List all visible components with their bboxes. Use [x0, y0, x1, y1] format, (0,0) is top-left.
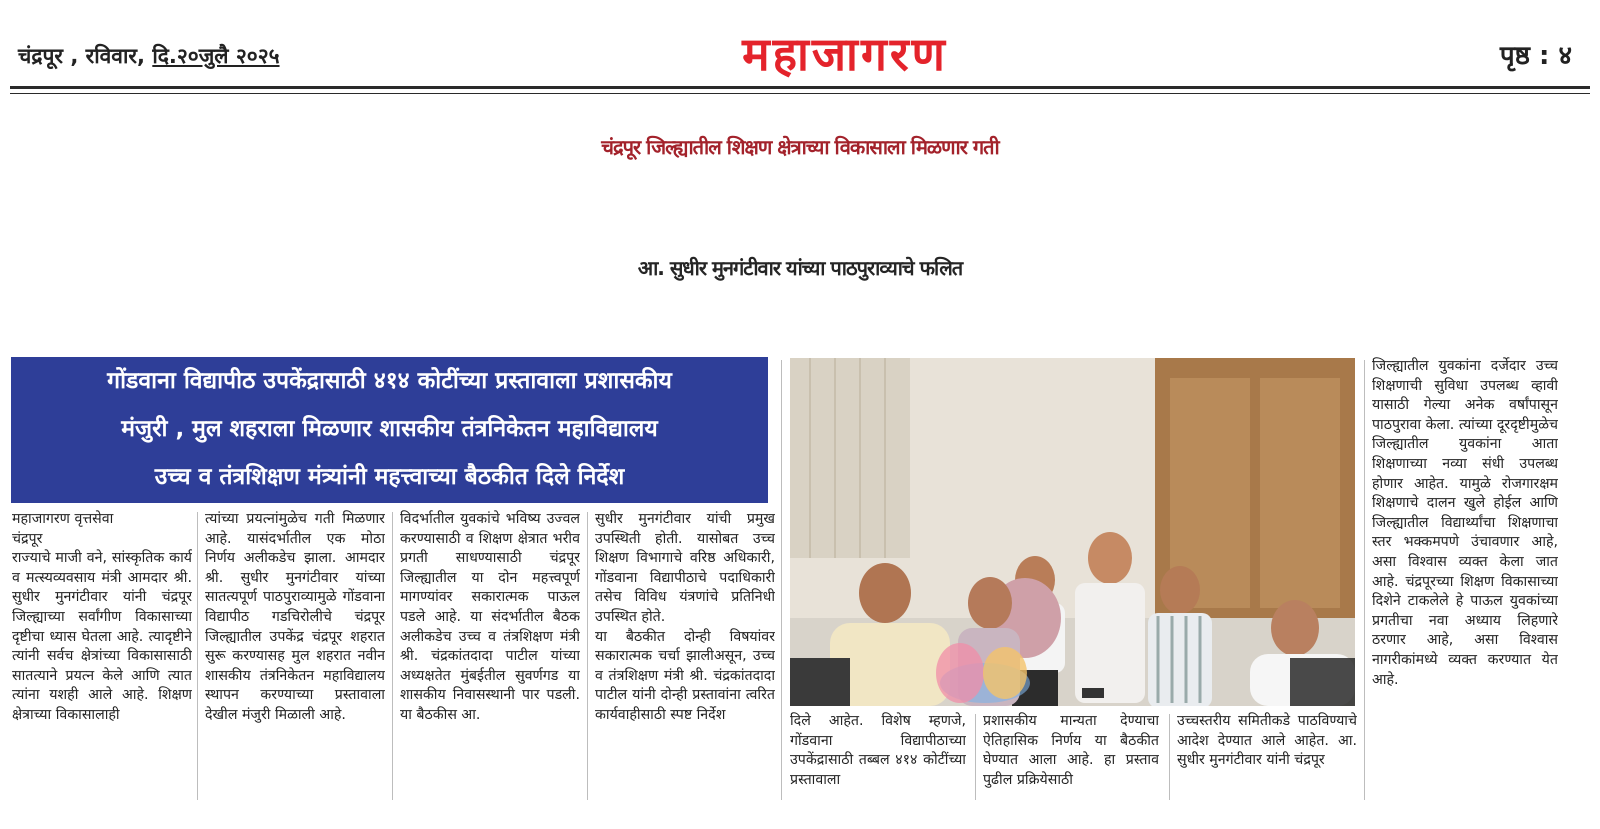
- main-headline: चंद्रपूर जिल्ह्यातील शिक्षण क्षेत्राच्या विकासाला मिळणार गती: [601, 135, 999, 159]
- meeting-photo: [790, 358, 1355, 706]
- sub-headline: आ. सुधीर मुनगंटीवार यांच्या पाठपुराव्याचे फलित: [637, 256, 963, 280]
- column-divider: [781, 360, 782, 800]
- below-photo-column-2: [983, 712, 1159, 802]
- meeting-photo-illustration: [790, 358, 1355, 706]
- column-divider: [197, 512, 198, 800]
- deck-line-3: उच्च व तंत्रशिक्षण मंत्र्यांनी महत्त्वाच्या बैठकीत दिले निर्देश: [154, 464, 625, 490]
- column-divider: [392, 512, 393, 800]
- below-photo-text-1: दिले आहेत. विशेष म्हणजे, गोंडवाना विद्यापीठाच्या उपकेंद्रासाठी तब्बल ४१४ कोटींच्या प्रस्तावाला: [790, 713, 966, 788]
- column-2-text: त्यांच्या प्रयत्नांमुळेच गती मिळणार आहे. यासंदर्भातील एक मोठा निर्णय अलीकडेच झाला. आमदार श्री. सुधीर मुनगंटीवार यांच्या सातत्यपूर्ण पाठपुराव्यामुळे गोंडवाना विद्यापीठ गडचिरोलीचे चंद्रपूर जिल्ह्यातील उपकेंद्र चंद्रपूर शहरात सुरू करण्यासह मुल शहरात नवीन शासकीय तंत्रनिकेतन महाविद्यालय स्थापन करण्याच्या प्रस्तावाला देखील मंजुरी मिळाली आहे.: [205, 511, 385, 723]
- below-photo-column-3: [1177, 712, 1357, 802]
- below-photo-text-2: प्रशासकीय मान्यता देण्याचा ऐतिहासिक निर्णय या बैठकीत घेण्यात आला आहे. हा प्रस्ताव पुढील प्रक्रियेसाठी: [983, 713, 1159, 788]
- dateline: चंद्रपूर: [12, 530, 43, 547]
- page-number: पृष्ठ : ४: [1499, 41, 1572, 71]
- column-divider: [975, 714, 976, 800]
- below-photo-column-1: [790, 712, 966, 802]
- column-4-text-a: सुधीर मुनगंटीवार यांची प्रमुख उपस्थिती होती. यासोबत उच्च शिक्षण विभागाचे वरिष्ठ अधिकारी, गोंडवाना विद्यापीठाचे पदाधिकारी तसेच विविध यंत्रणांचे प्रतिनिधी उपस्थित होते.: [595, 511, 775, 625]
- article-column-4: [595, 510, 775, 802]
- masthead-place-day: चंद्रपूर , रविवार,: [18, 44, 145, 68]
- article-column-1: [12, 510, 192, 802]
- byline: महाजागरण वृत्तसेवा: [12, 511, 114, 527]
- masthead-date: दि.२०जुलै २०२५: [152, 44, 280, 68]
- masthead-rule-thin: [10, 93, 1590, 94]
- column-1-text: राज्याचे माजी वने, सांस्कृतिक कार्य व मत्स्यव्यवसाय मंत्री आमदार श्री. सुधीर मुनगंटीवार यांनी चंद्रपूर जिल्ह्याच्या सर्वांगीण विकासाच्या दृष्टीचा ध्यास घेतला आहे. त्यादृष्टीने त्यांनी सर्वच क्षेत्रांच्या विकासासाठी सातत्याने प्रयत्न केले आणि त्यात त्यांना यशही आले आहे. शिक्षण क्षेत्राच्या विकासालाही: [12, 550, 192, 723]
- column-divider: [1169, 714, 1170, 800]
- deck-box: [11, 357, 768, 503]
- newspaper-logo: महाजागरण: [742, 27, 948, 81]
- column-divider: [1364, 360, 1365, 800]
- column-3-text: विदर्भातील युवकांचे भविष्य उज्वल करण्यासाठी व शिक्षण क्षेत्रात भरीव प्रगती साधण्यासाठी चंद्रपूर जिल्ह्यातील या दोन महत्त्वपूर्ण मागण्यांवर सकारात्मक पाऊल पडले आहे. या संदर्भातील बैठक अलीकडेच उच्च व तंत्रशिक्षण मंत्री श्री. चंद्रकांतदादा पाटील यांच्या अध्यक्षतेत मुंबईतील सुवर्णगड या शासकीय निवासस्थानी पार पडली. या बैठकीस आ.: [400, 511, 580, 723]
- deck-line-2: मंजुरी , मुल शहराला मिळणार शासकीय तंत्रनिकेतन महाविद्यालय: [121, 416, 658, 442]
- below-photo-text-3: उच्चस्तरीय समितीकडे पाठविण्याचे आदेश देण्यात आले आहेत. आ. सुधीर मुनगंटीवार यांनी चंद्रपूर: [1177, 713, 1357, 769]
- column-divider: [587, 512, 588, 800]
- article-column-5: [1372, 357, 1558, 797]
- article-column-2: [205, 510, 385, 802]
- article-column-3: [400, 510, 580, 802]
- column-4-text-b: या बैठकीत दोन्ही विषयांवर सकारात्मक चर्चा झालीअसून, उच्च व तंत्रशिक्षण मंत्री श्री. चंद्रकांतदादा पाटील यांनी दोन्ही प्रस्तावांना त्वरित कार्यवाहीसाठी स्पष्ट निर्देश: [595, 628, 775, 723]
- masthead-dateline: [18, 42, 280, 70]
- column-5-text: जिल्ह्यातील युवकांना दर्जेदार उच्च शिक्षणाची सुविधा उपलब्ध व्हावी यासाठी गेल्या अनेक वर्षांपासून पाठपुरावा केला. त्यांच्या दूरदृष्टीमुळेच जिल्ह्यातील युवकांना आता शिक्षणाच्या नव्या संधी उपलब्ध होणार आहेत. यामुळे रोजगारक्षम शिक्षणाचे दालन खुले होईल आणि जिल्ह्यातील विद्यार्थ्यांचा शिक्षणाचा स्तर भक्कमपणे उंचावणार आहे, असा विश्वास व्यक्त केला जात आहे. चंद्रपूरच्या शिक्षण विकासाच्या दिशेने टाकलेले हे पाऊल युवकांच्या प्रगतीचा नवा अध्याय लिहणारे ठरणार आहे, असा विश्वास नागरीकांमध्ये व्यक्त करण्यात येत आहे.: [1372, 358, 1558, 688]
- deck-line-1: गोंडवाना विद्यापीठ उपकेंद्रासाठी ४१४ कोटींच्या प्रस्तावाला प्रशासकीय: [107, 368, 672, 394]
- masthead-rule: [10, 86, 1590, 89]
